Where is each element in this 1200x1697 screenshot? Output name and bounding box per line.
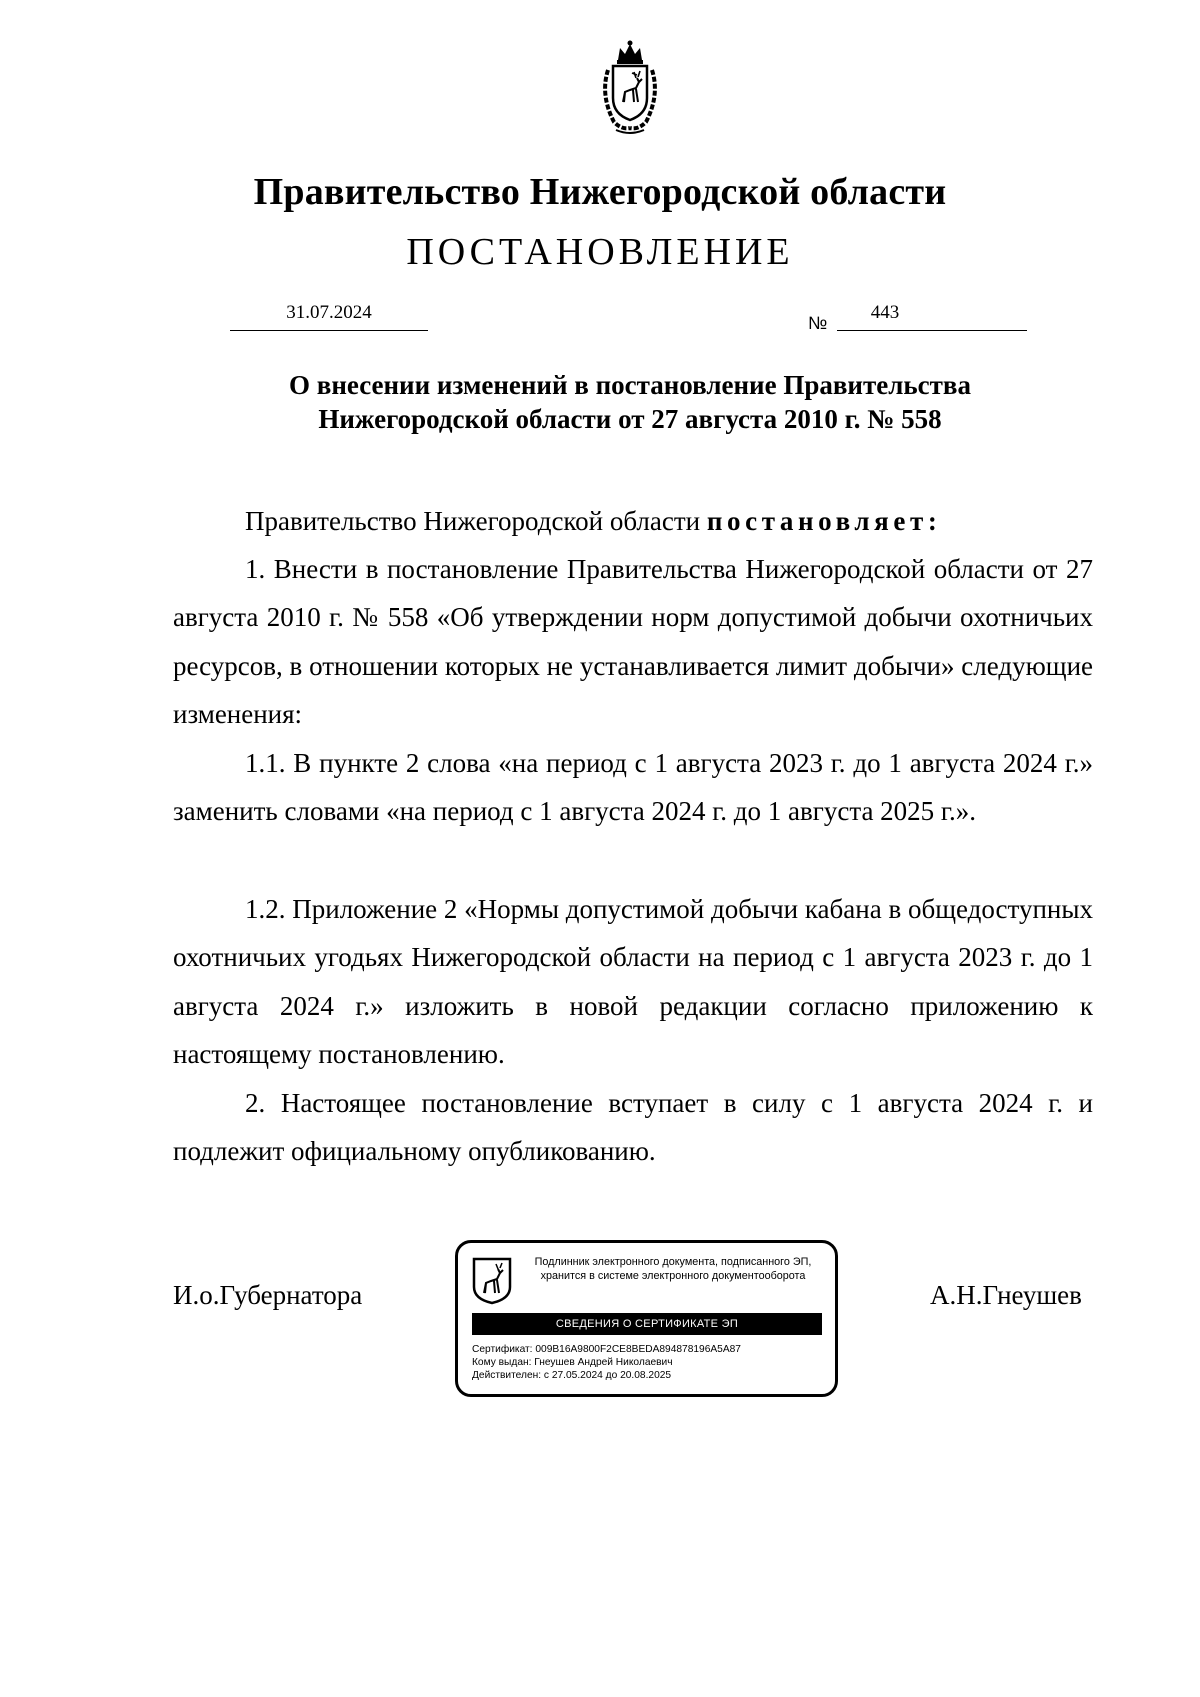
paragraph-2: 2. Настоящее постановление вступает в силу с 1 августа 2024 г. и подлежит официальному опубликованию. (173, 1088, 1093, 1167)
document-number: 443 (870, 302, 900, 323)
validity-row (472, 1369, 822, 1382)
subject-line-1: О внесении изменений в постановление Правительства (289, 370, 971, 400)
intro-paragraph (173, 497, 1093, 545)
stamp-header-line-1: Подлинник электронного документа, подписанного ЭП, (534, 1256, 812, 1268)
certificate-info-bar: СВЕДЕНИЯ О СЕРТИФИКАТЕ ЭП (472, 1313, 822, 1335)
number-label: № (808, 313, 828, 333)
validity-label: Действителен: (472, 1370, 542, 1381)
coat-of-arms-icon (580, 40, 680, 140)
intro-text: Правительство Нижегородской области (245, 506, 707, 536)
document-type: ПОСТАНОВЛЕНИЕ (406, 231, 794, 273)
owner-value: Гнеушев Андрей Николаевич (534, 1357, 673, 1368)
stamp-header (518, 1255, 828, 1283)
signatory-position: И.о.Губернатора (173, 1280, 363, 1310)
owner-label: Кому выдан: (472, 1357, 532, 1368)
document-subject (200, 368, 1060, 436)
certificate-row (472, 1343, 822, 1356)
certificate-details (472, 1343, 822, 1382)
paragraph-1-2: 1.2. Приложение 2 «Нормы допустимой добычи кабана в общедоступных охотничьих угодьях Нижегородской области на период с 1 августа 2023 г. до 1 августа 2024 г.» изложить в новой редакции согласно приложению к настоящему постановлению. (173, 894, 1093, 1070)
certificate-label: Сертификат: (472, 1344, 533, 1355)
intro-verb: постановляет: (706, 506, 942, 536)
organization-title: Правительство Нижегородской области (253, 171, 947, 213)
signatory-name: А.Н.Гнеушев (930, 1280, 1082, 1310)
paragraph-1-1: 1.1. В пункте 2 слова «на период с 1 августа 2023 г. до 1 августа 2024 г.» заменить словами «на период с 1 августа 2024 г. до 1 августа 2025 г.». (173, 748, 1093, 827)
electronic-signature-stamp (455, 1240, 838, 1397)
owner-row (472, 1356, 822, 1369)
certificate-value: 009B16A9800F2CE8BEDA894878196A5A87 (535, 1344, 741, 1355)
subject-line-2: Нижегородской области от 27 августа 2010 г. № 558 (318, 404, 942, 434)
validity-value: с 27.05.2024 до 20.08.2025 (543, 1370, 672, 1381)
deer-icon (472, 1257, 512, 1305)
date-underline (230, 330, 428, 331)
paragraph-1: 1. Внести в постановление Правительства Нижегородской области от 27 августа 2010 г. № 558 «Об утверждении норм допустимой добычи охотничьих ресурсов, в отношении которых не устанавливается лимит добычи» следующие изменения: (173, 554, 1093, 730)
stamp-header-line-2: хранится в системе электронного документооборота (540, 1270, 806, 1282)
number-underline (837, 330, 1027, 331)
document-date: 31.07.2024 (286, 302, 372, 323)
